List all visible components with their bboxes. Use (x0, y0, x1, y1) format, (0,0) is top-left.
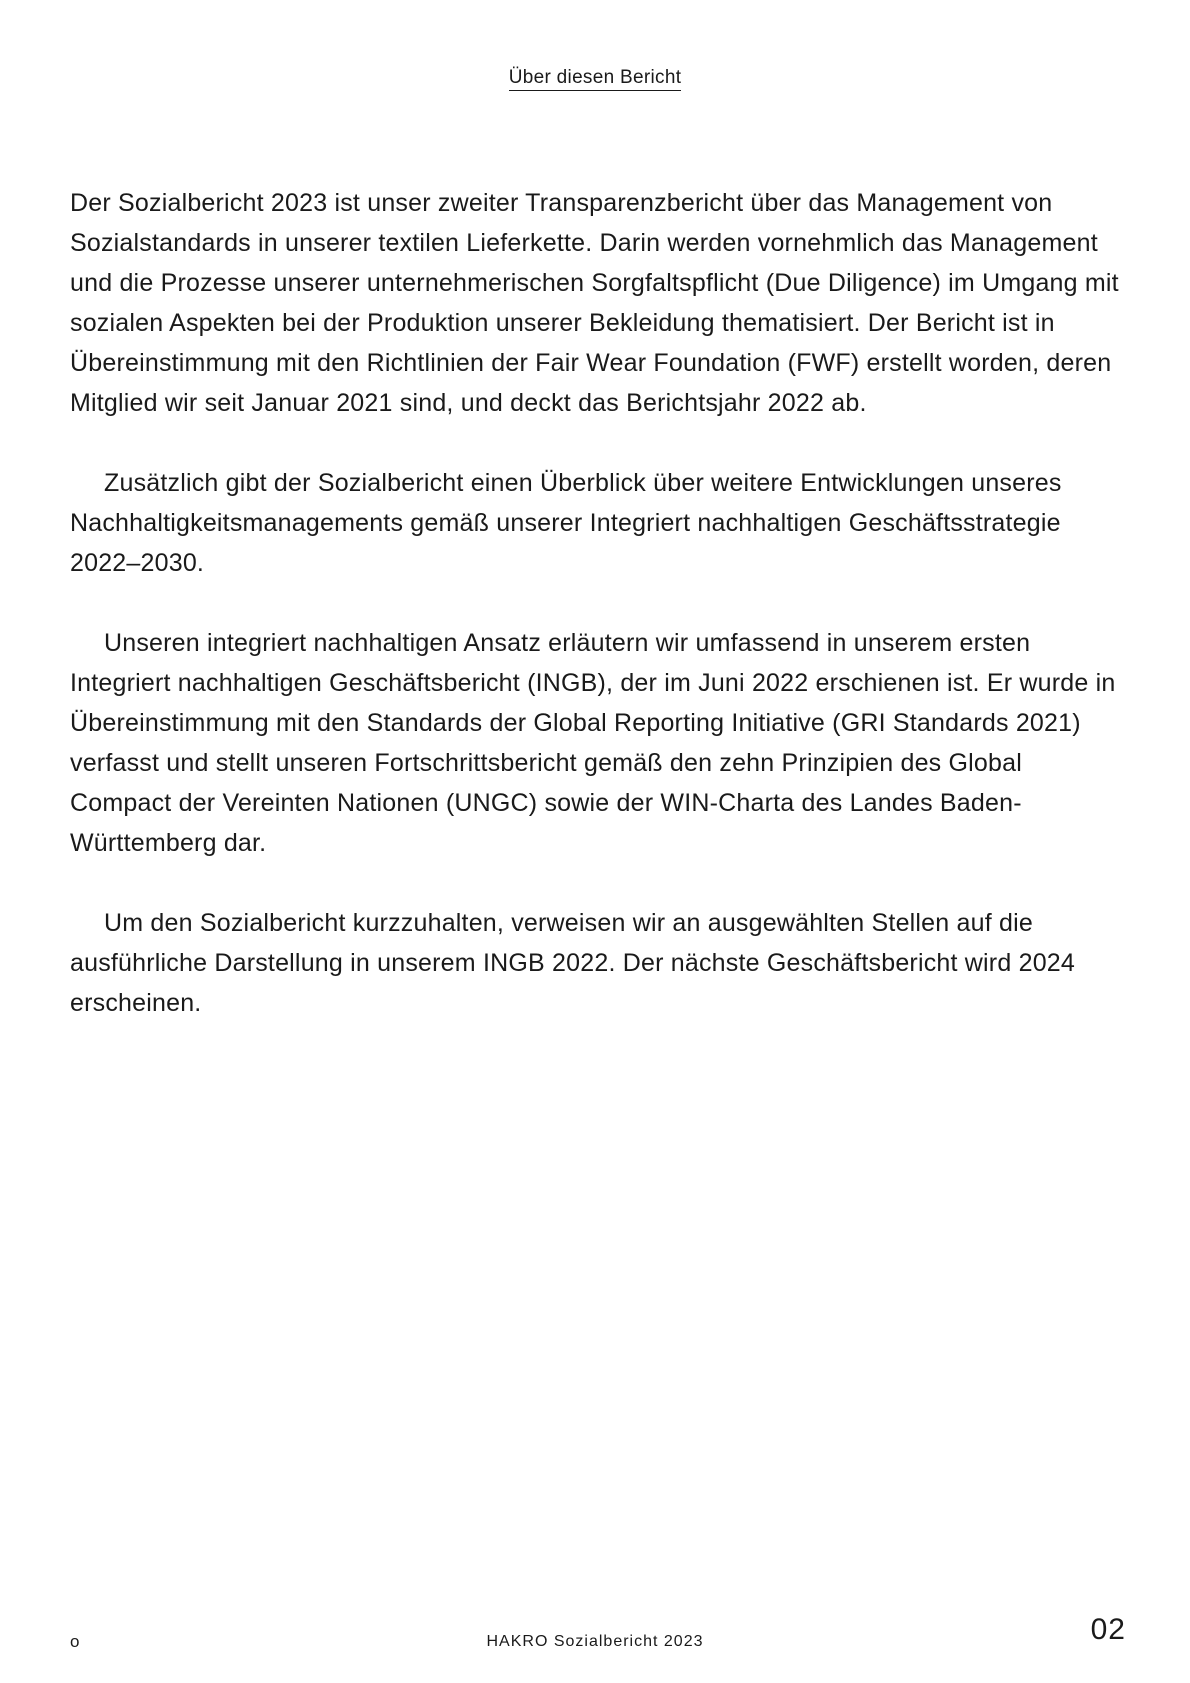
body-text (70, 183, 1125, 1063)
section-title: Über diesen Bericht (509, 67, 682, 91)
footer-report-title: HAKRO Sozialbericht 2023 (486, 1633, 704, 1650)
paragraph-ingb: Unseren integriert nachhaltigen Ansatz erläutern wir umfassend in unserem ersten Integriert nachhaltigen Geschäftsbericht (INGB), der im Juni 2022 erschienen ist. Er wurde in Übereinstimmung mit den Standards der Global Reporting Initiative (GRI Standards 2021) verfasst und stellt unseren Fortschrittsbericht gemäß den zehn Prinzipien des Global Compact der Vereinten Nationen (UNGC) sowie der WIN-Charta des Landes Baden-Württemberg dar. (70, 629, 1116, 857)
section-header (0, 67, 1190, 91)
footer-mark: o (70, 1632, 80, 1651)
paragraph-overview: Zusätzlich gibt der Sozialbericht einen Überblick über weitere Entwicklungen unseres Nachhaltigkeitsmanagements gemäß unserer Integriert nachhaltigen Geschäftsstrategie 2022–2030. (70, 469, 1062, 577)
paragraph-intro: Der Sozialbericht 2023 ist unser zweiter Transparenzbericht über das Management von Sozialstandards in unserer textilen Lieferkette. Darin werden vornehmlich das Management und die Prozesse unserer unternehmerischen Sorgfaltspflicht (Due Diligence) im Umgang mit sozialen Aspekten bei der Produktion unserer Bekleidung thematisiert. Der Bericht ist in Übereinstimmung mit den Richtlinien der Fair Wear Foundation (FWF) erstellt worden, deren Mitglied wir seit Januar 2021 sind, und deckt das Berichtsjahr 2022 ab. (70, 189, 1119, 417)
paragraph-reference: Um den Sozialbericht kurzzuhalten, verweisen wir an ausgewählten Stellen auf die ausführliche Darstellung in unserem INGB 2022. Der nächste Geschäftsbericht wird 2024 erscheinen. (70, 909, 1076, 1017)
page-number: 02 (1090, 1613, 1126, 1646)
